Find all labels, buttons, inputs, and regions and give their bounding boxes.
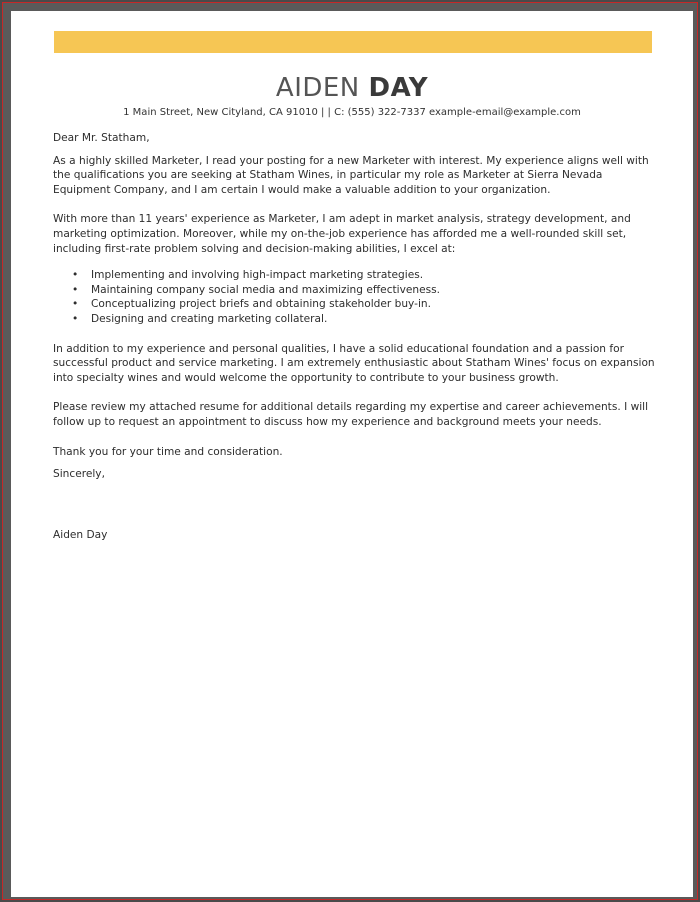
list-item: • Maintaining company social media and maximizing effectiveness. xyxy=(91,283,655,298)
salutation: Dear Mr. Statham, xyxy=(53,132,150,144)
thanks-line: Thank you for your time and consideration. xyxy=(53,445,283,458)
paragraph-intro: As a highly skilled Marketer, I read your posting for a new Marketer with interest. My experience aligns well with the qualifications you are seeking at Statham Wines, in particular my role as Marketer at Sierra Nevada Equipment Company, and I am certain I would make a valuable addition to your organization. xyxy=(53,154,649,196)
list-item: • Implementing and involving high-impact marketing strategies. xyxy=(91,268,655,283)
first-name: AIDEN xyxy=(275,73,360,103)
letter-page xyxy=(11,11,693,897)
skills-list xyxy=(53,268,655,326)
image-frame xyxy=(2,2,698,900)
signature-name: Aiden Day xyxy=(53,528,108,541)
closing: Sincerely, xyxy=(53,468,105,481)
list-item: • Designing and creating marketing collateral. xyxy=(91,312,655,327)
applicant-name xyxy=(11,73,693,103)
paragraph-followup: Please review my attached resume for additional details regarding my expertise and career achievements. I will follow up to request an appointment to discuss how my experience and background meets your needs. xyxy=(53,401,649,428)
last-name: DAY xyxy=(368,73,429,103)
letter-body xyxy=(53,131,655,557)
paragraph-experience: With more than 11 years' experience as Marketer, I am adept in market analysis, strategy development, and marketing optimization. Moreover, while my on-the-job experience has afforded me a well-rounded skill set, including first-rate problem solving and decision-making abilities, I excel at: xyxy=(53,213,631,255)
header-accent-bar xyxy=(54,31,652,53)
paragraph-qualities: In addition to my experience and personal qualities, I have a solid educational foundation and a passion for successful product and service marketing. I am extremely enthusiastic about Statham Wines' focus on expansion into specialty wines and would welcome the opportunity to contribute to your business growth. xyxy=(53,342,655,384)
list-item: • Conceptualizing project briefs and obtaining stakeholder buy-in. xyxy=(91,297,655,312)
contact-line: 1 Main Street, New Cityland, CA 91010 | | C: (555) 322-7337 example-email@example.com xyxy=(123,107,581,118)
